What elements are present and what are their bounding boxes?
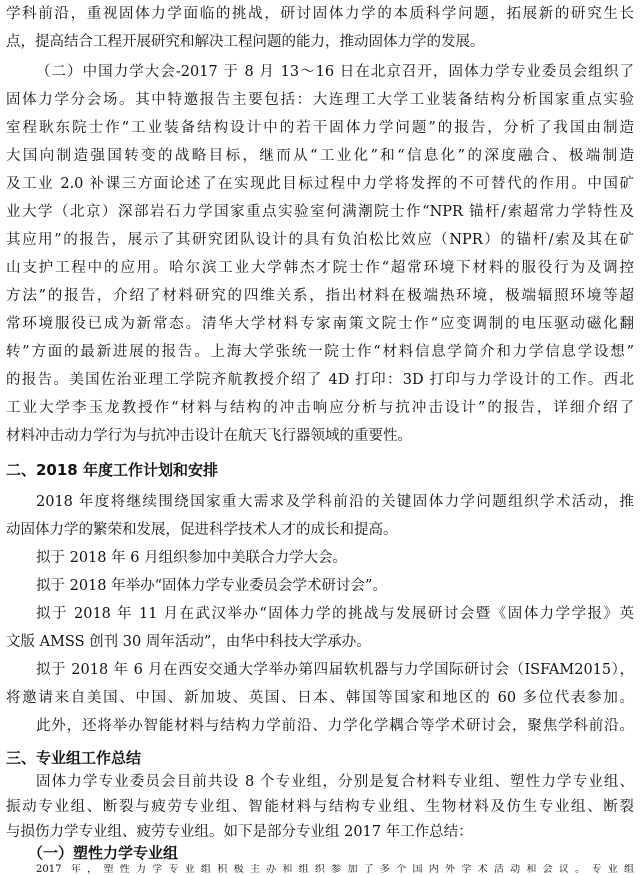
paragraph-line: 室程耿东院士作“工业装备结构设计中的若干固体力学问题”的报告，分析了我国由制造 <box>6 120 634 136</box>
paragraph-line: 材料冲击动力学行为与抗冲击设计在航天飞行器领域的重要性。 <box>6 428 412 444</box>
paragraph-line: 转”方面的最新进展的报告。上海大学张统一院士作“材料信息学简介和力学信息学设想” <box>6 344 634 360</box>
paragraph-line: 与损伤力学专业组、疲劳专业组。如下是部分专业组 2017 年工作总结： <box>6 824 473 840</box>
paragraph-line: 拟于 2018 年 11 月在武汉举办“固体力学的挑战与发展研讨会暨《固体力学学报》英 <box>36 606 634 622</box>
subsection-heading: （一）塑性力学专业组 <box>28 844 179 862</box>
paragraph-line: 点，提高结合工程开展研究和解决工程问题的能力，推动固体力学的发展。 <box>6 34 485 50</box>
paragraph-line: 学科前沿，重视固体力学面临的挑战，研讨固体力学的本质科学问题，拓展新的研究生长 <box>6 6 634 22</box>
paragraph-line: 山支护工程中的应用。哈尔滨工业大学韩杰才院士作“超常环境下材料的服役行为及调控 <box>6 260 634 276</box>
paragraph-line: 2017 年，塑性力学专业组积极主办和组织参加了多个国内外学术活动和会议。专业组 <box>36 864 634 875</box>
paragraph-line: 工业大学李玉龙教授作“材料与结构的冲击响应分析与抗冲击设计”的报告，详细介绍了 <box>6 400 634 416</box>
paragraph-line: 拟于 2018 年 6 月在西安交通大学举办第四届软机器与力学国际研讨会（ISFAM2015）， <box>36 662 634 678</box>
paragraph-line: 2018 年度将继续围绕国家重大需求及学科前沿的关键固体力学问题组织学术活动，推 <box>36 494 634 510</box>
paragraph-line: 的报告。美国佐治亚理工学院齐航教授介绍了 4D 打印：3D 打印与力学设计的工作。西北 <box>6 372 634 388</box>
paragraph-line: 将邀请来自美国、中国、新加坡、英国、日本、韩国等国家和地区的 60 多位代表参加。 <box>6 690 634 706</box>
paragraph-line: 方法”的报告，介绍了材料研究的四维关系，指出材料在极端热环境，极端辐照环境等超 <box>6 288 634 304</box>
paragraph-line: 业大学（北京）深部岩石力学国家重点实验室何满潮院士作“NPR 锚杆/索超常力学特性及 <box>6 204 634 220</box>
paragraph-line: 其应用”的报告，展示了其研究团队设计的具有负泊松比效应（NPR）的锚杆/索及其在矿 <box>6 232 634 248</box>
paragraph-line: 动固体力学的繁荣和发展，促进科学技术人才的成长和提高。 <box>6 522 398 538</box>
paragraph-line: 此外，还将举办智能材料与结构力学前沿、力学化学耦合等学术研讨会，聚焦学科前沿。 <box>36 718 634 734</box>
paragraph-line: （二）中国力学大会-2017 于 8 月 13～16 日在北京召开，固体力学专业委员会组织了 <box>36 64 634 80</box>
paragraph-line: 拟于 2018 年举办“固体力学专业委员会学术研讨会”。 <box>36 578 387 594</box>
paragraph-line: 固体力学专业委员会目前共设 8 个专业组，分别是复合材料专业组、塑性力学专业组、 <box>36 774 634 790</box>
paragraph-line: 拟于 2018 年 6 月组织参加中美联合力学大会。 <box>36 550 348 566</box>
paragraph-line: 固体力学分会场。其中特邀报告主要包括：大连理工大学工业装备结构分析国家重点实验 <box>6 92 634 108</box>
paragraph-line: 文版 AMSS 创刊 30 周年活动”，由华中科技大学承办。 <box>6 634 371 650</box>
paragraph-line: 常环境服役已成为新常态。清华大学材料专家南策文院士作“应变调制的电压驱动磁化翻 <box>6 316 634 332</box>
paragraph-line: 及工业 2.0 补课三方面论述了在实现此目标过程中力学将发挥的不可替代的作用。中国矿 <box>6 176 634 192</box>
section-heading: 二、2018 年度工作计划和安排 <box>6 461 218 479</box>
paragraph-line: 振动专业组、断裂与疲劳专业组、智能材料与结构专业组、生物材料及仿生专业组、断裂 <box>6 799 634 815</box>
section-heading: 三、专业组工作总结 <box>6 749 142 767</box>
paragraph-line: 大国向制造强国转变的战略目标，继而从“工业化”和“信息化”的深度融合、极端制造 <box>6 148 634 164</box>
